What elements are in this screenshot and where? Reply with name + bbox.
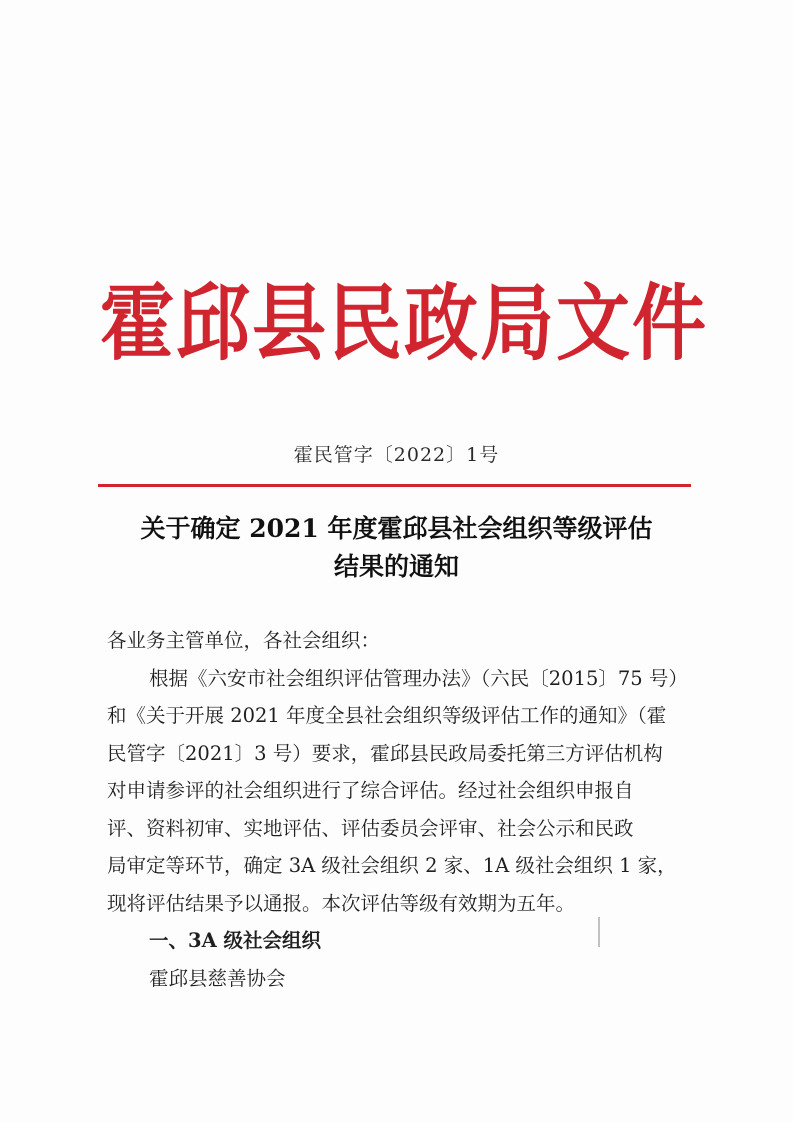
document-header-title: 霍邱县民政局文件 [100,275,708,373]
paragraph-line: 和《关于开展 2021 年度全县社会组织等级评估工作的通知》（霍 [107,704,667,727]
paragraph-line: 局审定等环节，确定 3A 级社会组织 2 家、1A 级社会组织 1 家， [107,854,677,877]
organization-name: 霍邱县慈善协会 [149,966,286,990]
paragraph-line: 对申请参评的社会组织进行了综合评估。经过社会组织申报自 [107,779,634,802]
scan-mark [598,917,600,947]
paragraph-line: 民管字〔2021〕3 号）要求，霍邱县民政局委托第三方评估机构 [107,741,663,765]
heading-line-2: 结果的通知 [333,552,459,581]
document-number: 霍民管字〔2022〕1号 [293,444,500,466]
paragraph-line: 评、资料初审、实地评估、评估委员会评审、社会公示和民政 [107,816,634,840]
paragraph-line: 现将评估结果予以通报。本次评估等级有效期为五年。 [107,891,576,915]
paragraph-line: 根据《六安市社会组织评估管理办法》（六民〔2015〕75 号） [149,666,688,690]
header-divider [98,484,691,487]
salutation: 各业务主管单位，各社会组织： [107,629,381,652]
section-heading: 一、3A 级社会组织 [149,929,321,952]
document-body [107,622,692,997]
heading-line-1: 关于确定 2021 年度霍邱县社会组织等级评估 [140,514,653,543]
document-heading [100,510,693,586]
